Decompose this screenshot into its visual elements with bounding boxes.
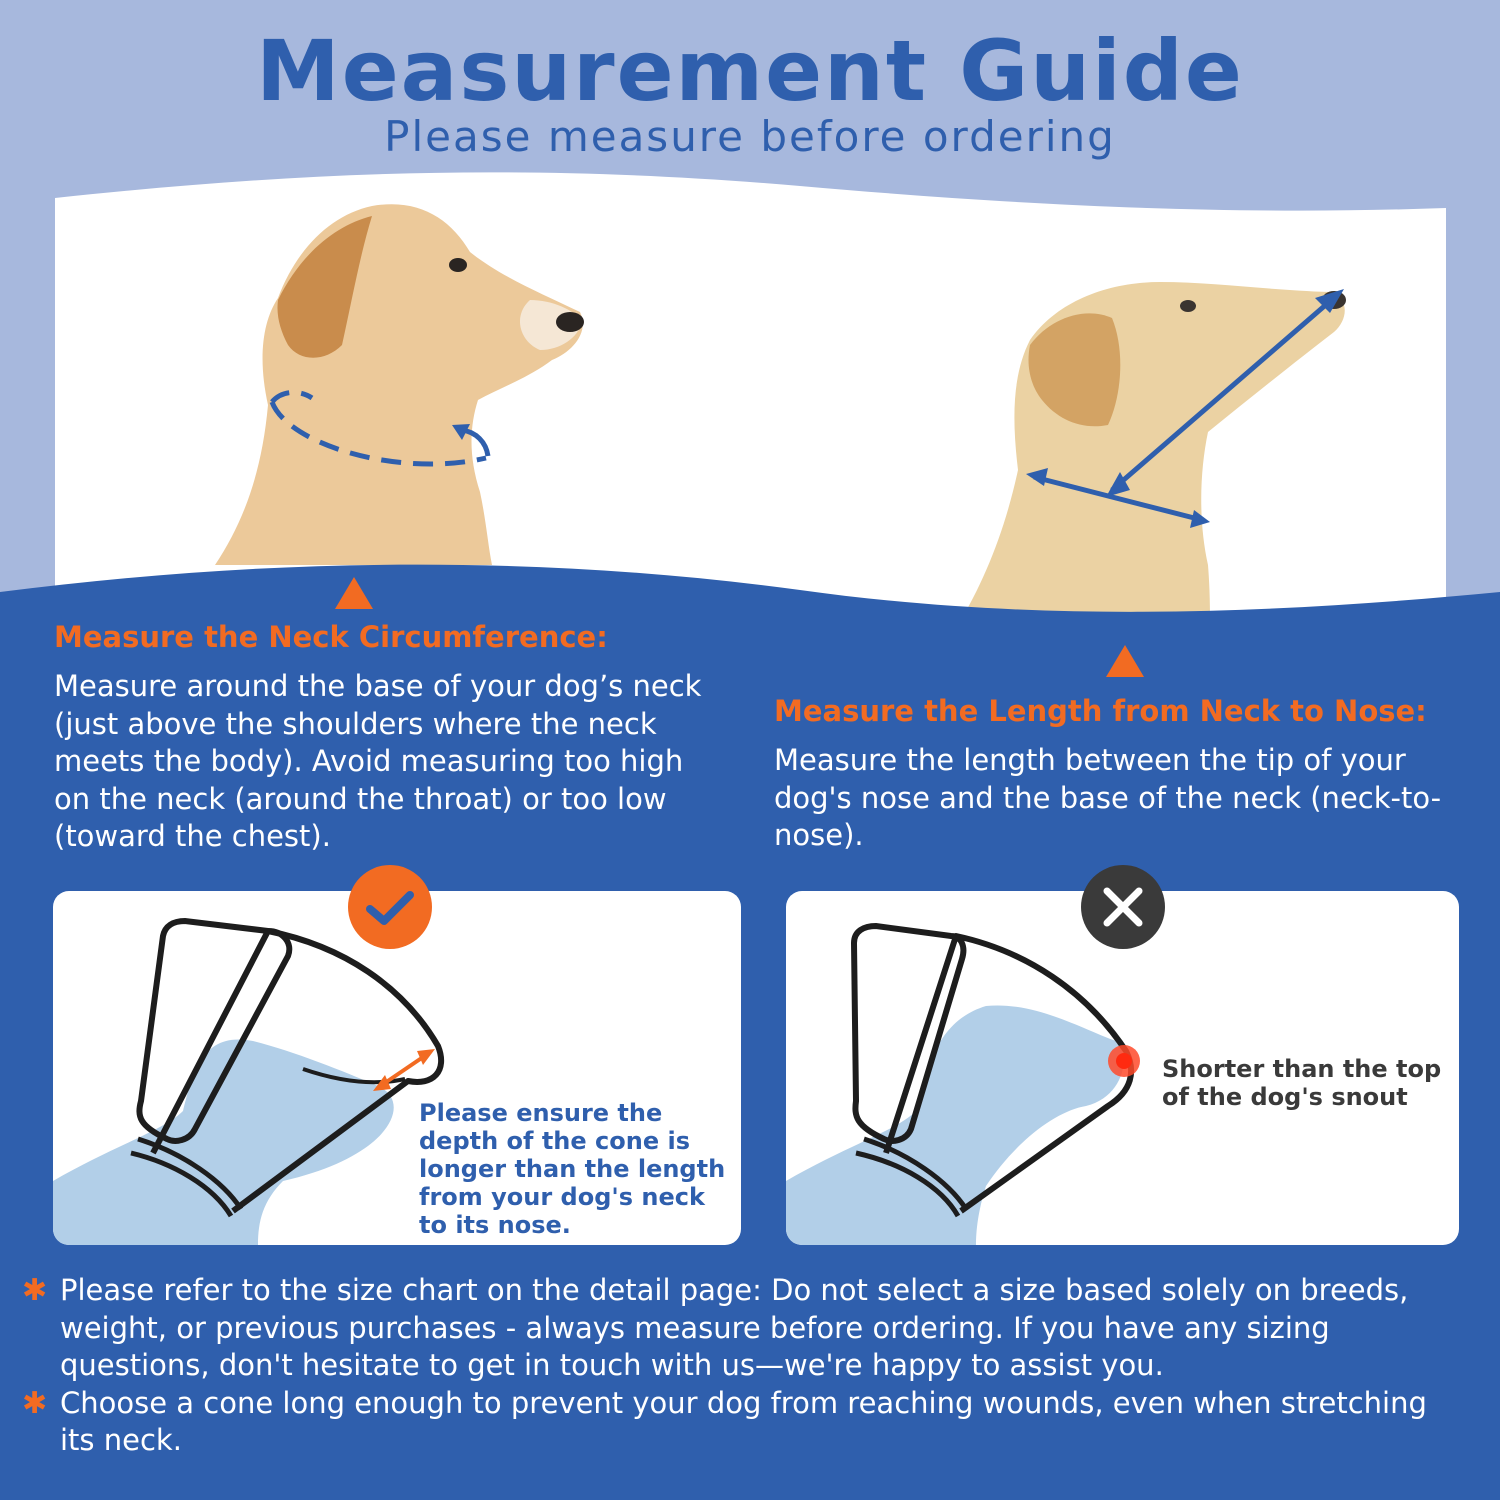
footer-note	[22, 1272, 1462, 1385]
neck-circumference-text: Measure around the base of your dog’s neck (just above the shoulders where the neck meets the body). Avoid measuring too high on the neck (around the throat) or too low (toward the chest).	[54, 669, 702, 853]
footer-note	[22, 1385, 1462, 1460]
check-icon	[348, 865, 432, 949]
neck-to-nose-text: Measure the length between the tip of your dog's nose and the base of the neck (neck-to-nose).	[774, 743, 1442, 852]
correct-cone-note: Please ensure the depth of the cone is longer than the length from your dog's neck to its nose.	[419, 1099, 726, 1239]
incorrect-cone-note: Shorter than the top of the dog's snout	[1162, 1055, 1442, 1111]
pointer-triangle-length	[1106, 645, 1144, 677]
footer-note-text: Choose a cone long enough to prevent your dog from reaching wounds, even when stretching its neck.	[60, 1385, 1427, 1457]
correct-badge	[348, 865, 432, 949]
page-subtitle: Please measure before ordering	[384, 112, 1116, 161]
footer-note-text: Please refer to the size chart on the detail page: Do not select a size based solely on breeds, weight, or previous purchases - always measure before ordering. If you have any sizing questions, don't hesitate to get in touch with us—we're happy to assist you.	[60, 1273, 1409, 1382]
asterisk-icon: ✱	[22, 1385, 48, 1421]
x-icon	[1081, 865, 1165, 949]
incorrect-badge	[1081, 865, 1165, 949]
dog-photo-area	[0, 0, 1500, 700]
asterisk-icon: ✱	[22, 1273, 48, 1308]
pointer-triangle-neck	[335, 577, 373, 609]
neck-to-nose-heading: Measure the Length from Neck to Nose:	[774, 694, 1427, 728]
neck-circumference-heading: Measure the Neck Circumference:	[54, 620, 608, 654]
footer-notes	[22, 1272, 1462, 1460]
page-title: Measurement Guide	[256, 22, 1244, 120]
